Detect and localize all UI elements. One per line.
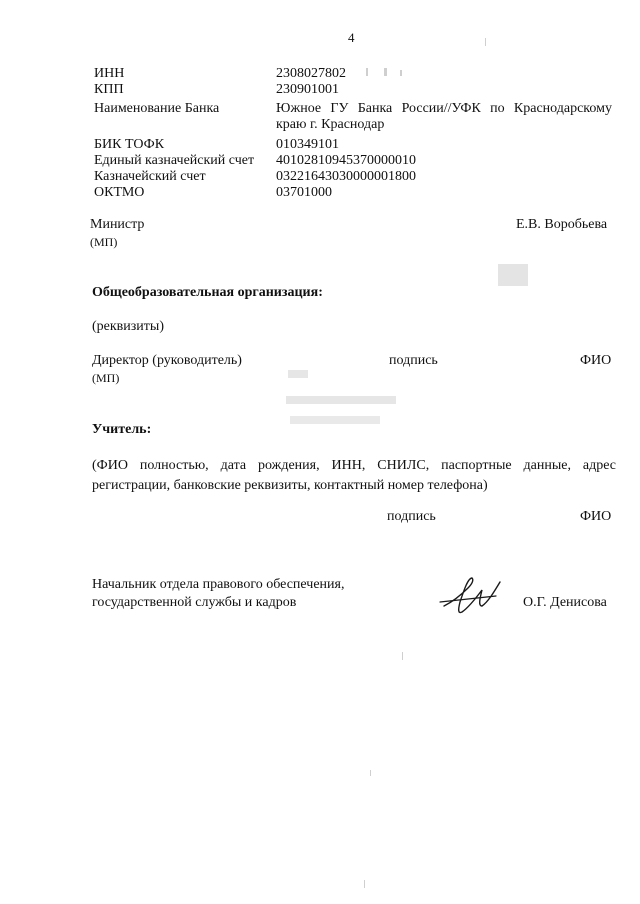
bik-label: БИК ТОФК bbox=[94, 137, 165, 152]
minister-name: Е.В. Воробьева bbox=[516, 217, 608, 232]
footer-name: О.Г. Денисова bbox=[523, 595, 607, 610]
org-requisites-placeholder: (реквизиты) bbox=[92, 319, 164, 334]
scan-mark bbox=[400, 70, 402, 76]
director-stamp: (МП) bbox=[92, 371, 120, 385]
single-treasury-account-value: 40102810945370000010 bbox=[276, 153, 416, 168]
bank-name-line1: Южное ГУ Банка России//УФК по Краснодарскому bbox=[276, 101, 612, 116]
footer-position-line1: Начальник отдела правового обеспечения, bbox=[92, 577, 345, 592]
director-name-label: ФИО bbox=[580, 353, 612, 368]
bank-name-line2: краю г. Краснодар bbox=[276, 117, 385, 132]
treasury-account-value: 03221643030000001800 bbox=[276, 169, 416, 184]
scan-mark bbox=[384, 68, 387, 76]
kpp-label: КПП bbox=[94, 82, 124, 97]
scan-mark bbox=[364, 880, 365, 888]
oktmo-value: 03701000 bbox=[276, 185, 332, 200]
scan-mark bbox=[370, 770, 371, 776]
footer-position-line2: государственной службы и кадров bbox=[92, 595, 297, 610]
teacher-heading: Учитель: bbox=[92, 422, 152, 437]
bank-name-label: Наименование Банка bbox=[94, 101, 220, 116]
bik-value: 010349101 bbox=[276, 137, 339, 152]
teacher-name-label: ФИО bbox=[580, 509, 612, 524]
scan-mark bbox=[366, 68, 368, 76]
director-label: Директор (руководитель) bbox=[92, 353, 242, 368]
oktmo-label: ОКТМО bbox=[94, 185, 145, 200]
single-treasury-account-label: Единый казначейский счет bbox=[94, 153, 255, 168]
inn-label: ИНН bbox=[94, 66, 125, 81]
inn-value: 2308027802 bbox=[276, 66, 346, 81]
teacher-signature-label: подпись bbox=[387, 509, 436, 524]
minister-title: Министр bbox=[90, 217, 145, 232]
scan-mark bbox=[402, 652, 403, 660]
page-number: 4 bbox=[348, 30, 355, 45]
scan-smudge bbox=[290, 416, 380, 424]
kpp-value: 230901001 bbox=[276, 82, 339, 97]
scan-smudge bbox=[288, 370, 308, 378]
teacher-details: (ФИО полностью, дата рождения, ИНН, СНИЛС, паспортные данные, адрес регистрации, банковские реквизиты, контактный номер телефона) bbox=[92, 458, 616, 493]
bank-name-value bbox=[276, 101, 612, 133]
minister-stamp: (МП) bbox=[90, 235, 118, 249]
org-heading: Общеобразовательная организация: bbox=[92, 285, 323, 300]
scan-smudge bbox=[498, 264, 528, 286]
treasury-account-label: Казначейский счет bbox=[94, 169, 206, 184]
scan-smudge bbox=[286, 396, 396, 404]
handwritten-signature bbox=[438, 572, 508, 624]
director-signature-label: подпись bbox=[389, 353, 438, 368]
scan-mark bbox=[485, 38, 486, 46]
